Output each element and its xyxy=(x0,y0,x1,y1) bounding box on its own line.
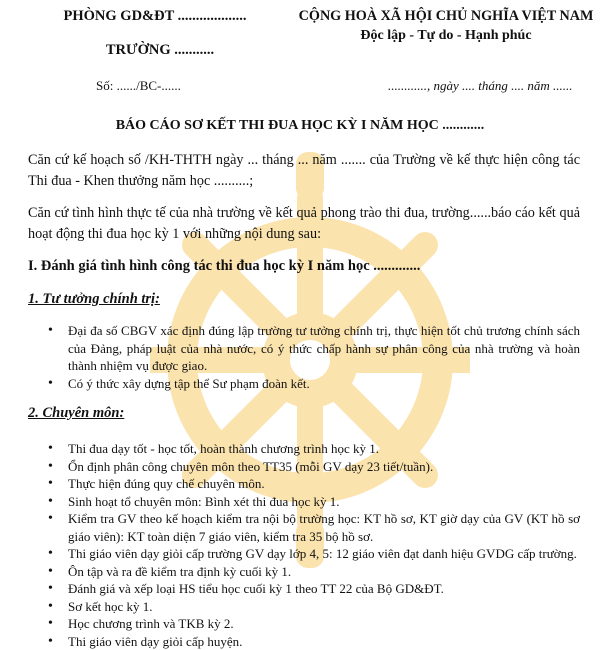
national-motto: Độc lập - Tự do - Hạnh phúc xyxy=(296,26,596,46)
list-item: • Kiểm tra GV theo kế hoạch kiểm tra nội bộ trường học: KT hồ sơ, KT giờ dạy của GV (KT hồ sơ giáo viên): KT toàn diện 7 giáo viên, kiểm tra 35 bộ hồ sơ. xyxy=(68,510,580,545)
subsection-title-1: 1. Tư tưởng chính trị: xyxy=(28,291,160,308)
paragraph-1: Căn cứ kế hoạch số /KH-THTH ngày ... tháng ... năm ....... của Trường về kế thực hiện công tác Thi đua - Khen thưởng năm học ..........; xyxy=(28,150,580,192)
reference-number: Số: ....../BC-...... xyxy=(96,78,181,94)
list-item: • Thi giáo viên dạy giỏi cấp trường GV dạy lớp 4, 5: 12 giáo viên đạt danh hiệu GVDG cấp trường. xyxy=(68,545,580,563)
list-item: • Thi đua dạy tốt - học tốt, hoàn thành chương trình học kỳ 1. xyxy=(68,440,580,458)
list-item: • Thi giáo viên dạy giỏi cấp huyện. xyxy=(68,633,580,650)
national-header xyxy=(296,6,596,46)
department-name: PHÒNG GD&ĐT ................... xyxy=(40,6,270,26)
list-item: • Có ý thức xây dựng tập thể Sư phạm đoàn kết. xyxy=(68,375,580,393)
list-item: • Ổn định phân công chuyên môn theo TT35 (mỗi GV dạy 23 tiết/tuần). xyxy=(68,458,580,476)
list-item: • Sơ kết học kỳ 1. xyxy=(68,598,580,616)
list-item: • Ôn tập và ra đề kiểm tra định kỳ cuối kỳ 1. xyxy=(68,563,580,581)
list-item: • Học chương trình và TKB kỳ 2. xyxy=(68,615,580,633)
list-item: • Sinh hoạt tổ chuyên môn: Bình xét thi đua học kỳ 1. xyxy=(68,493,580,511)
agency-header xyxy=(40,6,270,60)
bullet-list-1 xyxy=(68,322,580,392)
list-item: • Thực hiện đúng quy chế chuyên môn. xyxy=(68,475,580,493)
paragraph-2: Căn cứ tình hình thực tế của nhà trường về kết quả phong trào thi đua, trường......báo cáo kết quả hoạt động thi đua học kỳ 1 với những nội dung sau: xyxy=(28,203,580,245)
country-name: CỘNG HOÀ XÃ HỘI CHỦ NGHĨA VIỆT NAM xyxy=(296,6,596,26)
list-item: • Đánh giá và xếp loại HS tiểu học cuối kỳ 1 theo TT 22 của Bộ GD&ĐT. xyxy=(68,580,580,598)
subsection-title-2: 2. Chuyên môn: xyxy=(28,405,124,422)
bullet-list-2 xyxy=(68,440,580,650)
list-item: • Đại đa số CBGV xác định đúng lập trường tư tưởng chính trị, thực hiện tốt chủ trương chính sách của Đảng, pháp luật của nhà nước, có ý thức chấp hành sự phân công của nhà trường và hoàn thành nhiệm vụ được giao. xyxy=(68,322,580,375)
section-title: I. Đánh giá tình hình công tác thi đua học kỳ I năm học ............. xyxy=(28,258,420,275)
school-name: TRƯỜNG ........... xyxy=(40,40,270,60)
date-line: ............, ngày .... tháng .... năm ...... xyxy=(388,78,573,94)
document-title: BÁO CÁO SƠ KẾT THI ĐUA HỌC KỲ I NĂM HỌC ............ xyxy=(0,118,600,134)
